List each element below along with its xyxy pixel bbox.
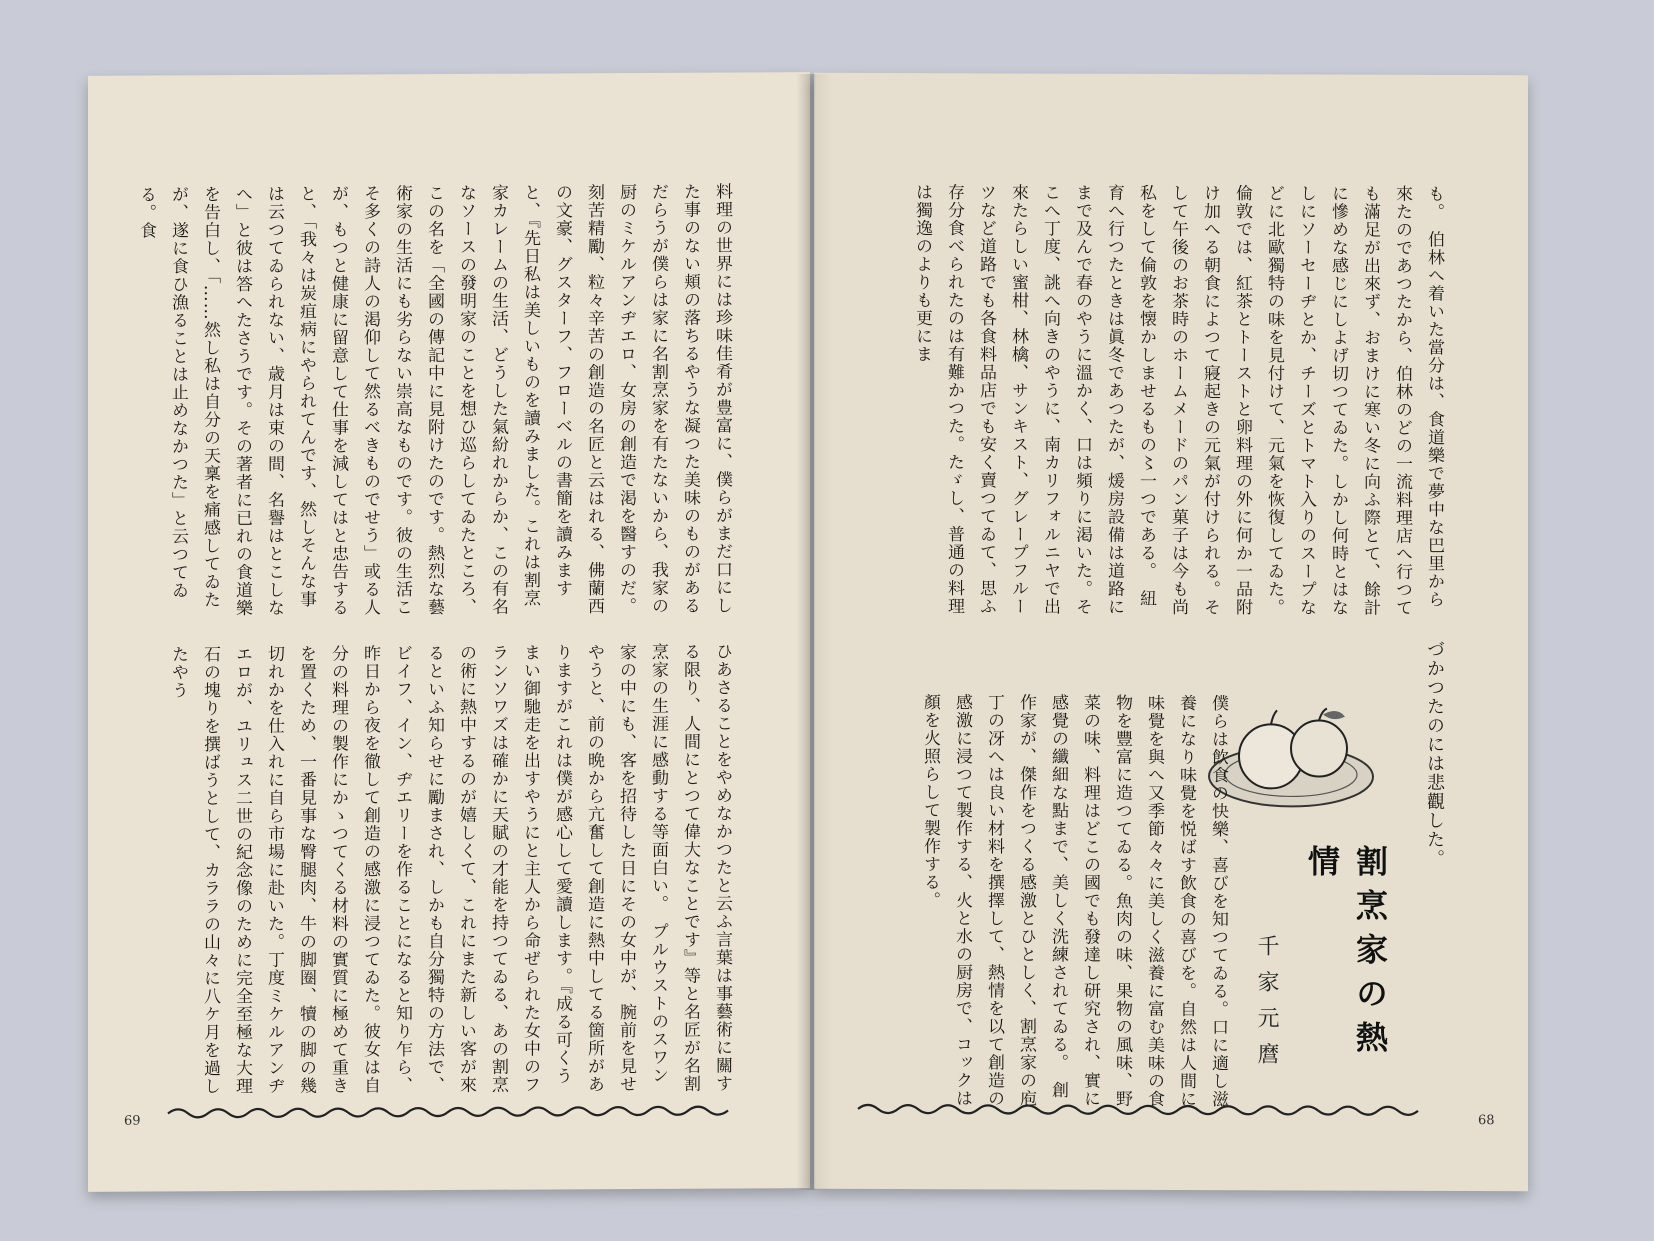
right-upper-text: も。 伯林へ着いた當分は、食道樂で夢中な巴里から來たのであつたから、伯林のどの一流料理店へ行つても滿足が出來ず、おまけに寒い冬に向ふ際とて、餘計に慘めな感じにしよげ切つてゐた。しかし何時とはなしにソーセーヂとか、チーズとトマト入りのスープなどに北歐獨特の味を見付けて、元氣を恢復してゐた。 倫敦では、紅茶とトーストと卵料理の外に何か一品附け加へる朝食によつて寢起きの元氣が付けられる。そして午後のお茶時のホームメードのパン菓子は今も尚私をして倫敦を懐かしませるもの〻一つである。 紐育へ行つたときは眞冬であつたが、煖房設備は道路にまで及んで春のやうに溫かく、口は頻りに渇いた。そこへ丁度、誂へ向きのやうに、南カリフォルニヤで出來たらしい蜜柑、林檎、サンキスト、グレープフルーツなど道路でも各食料品店でも安く賣つてゐて、思ふ存分食べられたのは有難かつた。たゞし、普通の料理は獨逸のよりも更にま: [912, 183, 1444, 626]
left-page: [88, 72, 810, 1192]
page-number: 68: [1478, 1113, 1495, 1129]
open-book: [88, 74, 1528, 1194]
article-title: 割烹家の熱情: [1303, 844, 1389, 1065]
right-page: [814, 73, 1528, 1191]
ornament-border: [168, 1099, 728, 1122]
left-lower-text: ひあさることをやめなかつたと云ふ言葉は事藝術に關する限り、人間にとつて偉大なことです』等と名匠が名割烹家の生涯に感動する等面白い。 プルウストのスワン家の中にも、客を招待した日にその女中が、腕前を見せやうと、前の晩から亢奮して創造に熱中してる箇所がありますがこれは僕が感心して愛讀します。『成る可くうまい御馳走を出すやうにと主人から命ぜられた女中のフランソワズは確かに天賦の才能を持つてゐる、あの割烹の術に熱中するのが嬉しくて、これにまた新しい客が來るといふ知らせに勵まされ、しかも自分獨特の方法で、ビイフ、イン、ヂエリーを作ることになると知り乍ら、昨日から夜を徹して創造の感激に浸つてゐた。彼女は自分の料理の製作にかゝつてくる材料の實質に極めて重きを置くため、一番見事な臀腿肉、牛の脚圈、犢の脚の幾切れかを仕入れに自ら市場に赴いた。丁度ミケルアンヂエロが、ユリュス二世の紀念像のために完全至極な大理石の塊りを撰ばうとして、カララの山々に八ケ月を過したやう: [168, 642, 732, 1096]
right-upper-tail: づかつたのには悲觀した。: [1424, 639, 1445, 868]
article-author: 千家元麿: [1254, 934, 1279, 1079]
ornament-border: [858, 1099, 1418, 1121]
right-lower-text: 僕らは飲食の快樂、喜びを知つてゐる。口に適し滋養になり味覺を悦ばす飲食の喜びを。自然は人間に味覺を與へ又季節々々に美しく滋養に富む美味の食物を豐富に造つてゐる。魚肉の味、果物の風味、野菜の味、料理はどこの國でも發達し研究され、實に感覺の纖細な點まで、美しく洗練されてゐる。 創作家が、傑作をつくる感激とひとしく、割烹家の庖丁の冴へは良い材料を撰擇して、熱情を以て創造の感激に浸つて製作する、火と水の厨房で、コックは顏を火照らして製作する。: [920, 693, 1228, 1109]
left-upper-text: 料理の世界には珍味佳肴が豊富に、僕らがまだ口にした事のない頬の落ちるやうな凝つた美味のものがあるだらうが僕らは家に名割烹家を有たないから、我家の厨のミケルアンヂエロ、女房の創造で渇を醫すのだ。 刻苦精勵、粒々辛苦の創造の名匠と云はれる、佛蘭西の文豪、グスターフ、フローベルの書簡を讀みますと、『先日私は美しいものを讀みました。これは割烹家カレームの生活、どうした氣紛れからか、この有名なソースの發明家のことを想ひ巡らしてゐたところ、この名を「全國の傳記中に見附けたのです。熱烈な藝術家の生活にも劣らない崇高なものです。彼の生活こそ多くの詩人の渇仰して然るべきものでせう」或る人が、もつと健康に留意して仕事を減してはと忠告すると、「我々は炭疽病にやられてんです、然しそんな事は云つてゐられない、歳月は束の間、名譽はとこしなへ」と彼は答へたさうです。その著者に已れの食道樂を告白し、「……然し私は自分の天稟を痛感してゐたが、遂に食ひ漁ることは止めなかつた」と云つてゐる。食: [136, 182, 732, 625]
page-number: 69: [124, 1113, 141, 1129]
book-gutter: [796, 74, 832, 1190]
